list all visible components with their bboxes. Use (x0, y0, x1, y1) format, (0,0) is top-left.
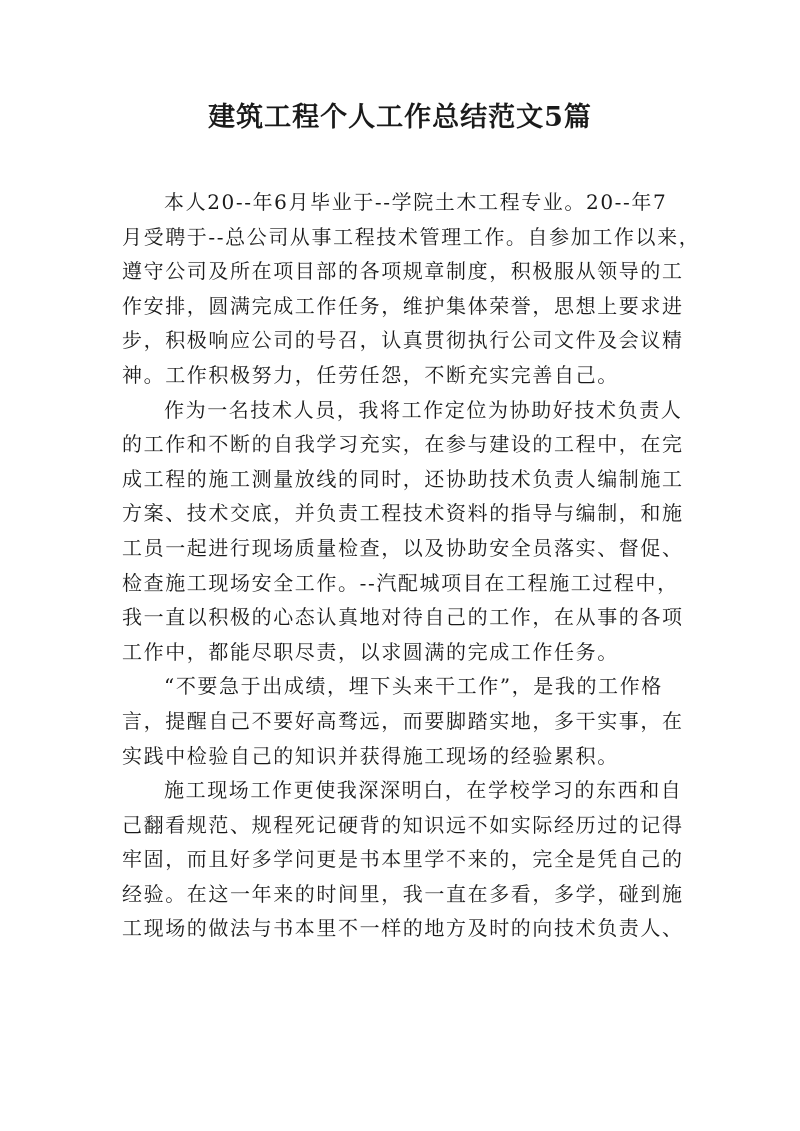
paragraph-line: 施工现场工作更使我深深明白，在学校学习的东西和自 (164, 778, 683, 803)
paragraph-line: “不要急于出成绩，埋下头来干工作”，是我的工作格 (164, 674, 663, 699)
paragraph-line: 的工作和不断的自我学习充实，在参与建设的工程中，在完 (122, 432, 684, 457)
paragraph-line: 言，提醒自己不要好高骛远，而要脚踏实地，多干实事，在 (122, 708, 684, 733)
paragraph-line: 步，积极响应公司的号召，认真贯彻执行公司文件及会议精 (122, 328, 684, 353)
paragraph-line: 牢固，而且好多学问更是书本里学不来的，完全是凭自己的 (122, 847, 684, 872)
paragraph-line: 经验。在这一年来的时间里，我一直在多看，多学，碰到施 (122, 881, 684, 906)
paragraph-line: 己翻看规范、规程死记硬背的知识远不如实际经历过的记得 (122, 812, 684, 837)
paragraph-line: 我一直以积极的心态认真地对待自己的工作，在从事的各项 (122, 605, 684, 630)
paragraph-line: 作安排，圆满完成工作任务，维护集体荣誉，思想上要求进 (122, 293, 684, 318)
paragraph-line: 工员一起进行现场质量检查，以及协助安全员落实、督促、 (122, 535, 684, 560)
document-body (122, 185, 701, 946)
paragraph-line: 成工程的施工测量放线的同时，还协助技术负责人编制施工 (122, 466, 684, 491)
document-title: 建筑工程个人工作总结范文5篇 (208, 102, 592, 133)
paragraph-line: 检查施工现场安全工作。--汽配城项目在工程施工过程中， (122, 570, 679, 595)
paragraph-line: 方案、技术交底，并负责工程技术资料的指导与编制，和施 (122, 501, 684, 526)
paragraph-line: 工现场的做法与书本里不一样的地方及时的向技术负责人、 (122, 916, 684, 941)
paragraph-line: 本人20--年6月毕业于--学院土木工程专业。20--年7 (164, 190, 668, 214)
paragraph-line: 月受聘于--总公司从事工程技术管理工作。自参加工作以来， (122, 224, 701, 249)
paragraph-line: 遵守公司及所在项目部的各项规章制度，积极服从领导的工 (122, 259, 684, 284)
paragraph-line: 实践中检验自己的知识并获得施工现场的经验累积。 (122, 743, 619, 768)
paragraph-line: 神。工作积极努力，任劳任怨，不断充实完善自己。 (122, 362, 619, 387)
paragraph-line: 工作中，都能尽职尽责，以求圆满的完成工作任务。 (122, 639, 619, 664)
paragraph-line: 作为一名技术人员，我将工作定位为协助好技术负责人 (164, 397, 683, 422)
